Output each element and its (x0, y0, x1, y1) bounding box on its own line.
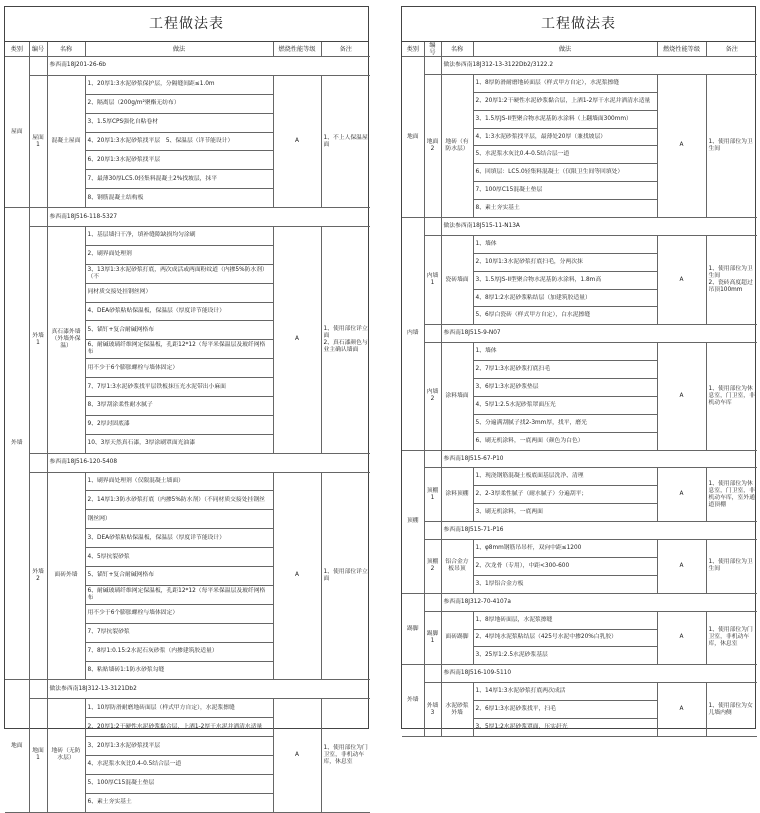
step-cell: 4、5厚抗裂砂浆 (85, 548, 273, 567)
name-cell: 真石漆外墙（外墙外保温） (47, 227, 85, 454)
step-cell: 4、水泥浆水灰比0.4-0.5结合层一道 (85, 755, 273, 774)
reference-cell: 参西南18J516-109-5110 (441, 665, 757, 683)
fire-grade-cell: A (657, 468, 706, 522)
step-cell: 2、7厚1:3水泥砂浆打底扫毛 (473, 361, 657, 379)
step-cell: 7、7厚1:3水泥砂浆找平层铁板抹压光水泥带出小麻面 (85, 378, 273, 397)
sheet-title: 工程做法表 (5, 7, 368, 42)
remarks-cell: 1、使用部位详立面 (321, 472, 370, 680)
step-row (5, 75, 370, 94)
reference-spacer (424, 665, 441, 683)
remarks-cell: 1、使用部位为休息室，门卫室，非机动车库，室外通道顶棚 (706, 468, 757, 522)
step-cell: 5、水泥浆水灰比0.4-0.5结合层一道 (473, 146, 657, 164)
header-method: 做法 (473, 42, 657, 57)
step-cell: 2、20厚1:2干硬性水泥砂浆黏合层，上洒1-2厚干水泥并洒清水适量 (85, 718, 273, 737)
step-cell: 5、锚钉+复合耐碱网格布 (85, 567, 273, 586)
reference-row (402, 325, 757, 343)
category-cell: 外墙 (402, 665, 424, 737)
remarks-cell: 1、使用部位为卫生间 (706, 540, 757, 594)
step-cell: 3、1厚铝合金方板 (473, 575, 657, 593)
step-cell: 7、7厚抗裂砂浆 (85, 623, 273, 642)
step-cell: 3、20厚1:3水泥砂浆找平层 (85, 737, 273, 756)
header-method: 做法 (85, 42, 273, 57)
step-cell: 10、3厚天然真石漆，3厚涂刷罩面光油漆 (85, 434, 273, 453)
remarks-cell: 1、使用部位为休息室，门卫室，非机动车库 (706, 343, 757, 450)
reference-cell: 参西南18J516-120-5408 (47, 453, 370, 472)
step-cell: 2、次龙骨（专用），中距<300-600 (473, 557, 657, 575)
fire-grade-cell: A (273, 472, 321, 680)
sheet-title: 工程做法表 (402, 7, 755, 42)
name-cell: 水泥砂浆外墙 (441, 683, 473, 737)
code-cell: 地面 2 (424, 74, 441, 217)
step-cell: 1、20厚1:3水泥砂浆保护层，分隔缝间距≤1.0m (85, 75, 273, 94)
reference-row (402, 450, 757, 468)
step-cell: 1、8厚防滑耐磨地砖面层（样式甲方自定），水泥浆擦缝 (473, 74, 657, 92)
step-cell: 4、20厚1:3水泥砂浆找平层 5、保温层（详节能设计） (85, 132, 273, 151)
fire-grade-cell: A (273, 699, 321, 812)
fire-grade-cell: A (273, 227, 321, 454)
step-cell: 5、6厚白瓷砖（样式甲方自定），白水泥擦缝 (473, 307, 657, 325)
remarks-cell: 1、不上人保温屋面 (321, 75, 370, 207)
category-cell: 踢脚 (402, 593, 424, 665)
category-cell: 地面 (402, 57, 424, 218)
reference-cell: 参西南18J515-9-N07 (441, 325, 757, 343)
reference-row (5, 208, 370, 227)
fire-grade-cell: A (657, 540, 706, 594)
fire-grade-cell: A (657, 74, 706, 217)
step-cell: 8、3厚刮涂柔性耐水腻子 (85, 397, 273, 416)
name-cell: 混凝土屋面 (47, 75, 85, 207)
code-cell: 顶棚 2 (424, 540, 441, 594)
step-row (402, 235, 757, 253)
step-cell: 3、刷无机涂料，一底两面 (473, 504, 657, 522)
step-cell: 3、1.5厚CPS强化自粘卷材 (85, 113, 273, 132)
step-cell: 4、1:3水泥砂浆找平层，最薄处20厚（兼找坡层） (473, 128, 657, 146)
remarks-cell: 1、使用部位为门卫室，非机动车库，休息室 (706, 611, 757, 665)
header-remarks: 备注 (706, 42, 757, 57)
step-cell: 7、8厚1:0.15:2水泥石灰砂浆（内掺建筑胶适量） (85, 642, 273, 661)
step-cell: 1、基层墙扫干净，填补缝隙缺损均匀涂刷 (85, 227, 273, 246)
sheet-left (4, 6, 369, 806)
name-cell: 瓷砖墙面 (441, 235, 473, 324)
step-cell: 用不少于6个膨胀螺栓与墙体固定） (85, 359, 273, 378)
step-cell: 1、14厚1:3水泥砂浆打底两次成活 (473, 683, 657, 701)
name-cell: 地砖（有防水层） (441, 74, 473, 217)
step-cell: 钢丝网） (85, 510, 273, 529)
reference-cell: 参西南18J515-67-P10 (441, 450, 757, 468)
step-cell: 2、14厚1:3防水砂浆打底（内掺5%防水剂）（不同材质交接处挂钢丝 (85, 491, 273, 510)
code-cell: 外墙 3 (424, 683, 441, 737)
name-cell: 面砖踢脚 (441, 611, 473, 665)
remarks-cell: 1、使用部位详立面 2、真石漆颜色与业主确认墙面 (321, 227, 370, 454)
reference-row (5, 57, 370, 76)
reference-spacer (424, 450, 441, 468)
category-cell: 地面 (5, 680, 29, 812)
step-row (402, 683, 757, 701)
fire-grade-cell: A (657, 343, 706, 450)
header-fire-grade: 燃烧性能等级 (273, 42, 321, 57)
header-category: 类别 (5, 42, 29, 57)
category-cell: 屋面 (5, 57, 29, 208)
code-cell: 踢脚 1 (424, 611, 441, 665)
reference-cell: 做法参西南18J312-13-3122Db2/3122.2 (441, 57, 757, 75)
step-row (5, 699, 370, 718)
header-row (402, 42, 757, 57)
code-cell: 顶棚 1 (424, 468, 441, 522)
step-cell: 5、分遍满刮腻子找2-3mm厚，找平，磨光 (473, 414, 657, 432)
step-cell: 3、6厚1:3水泥砂浆垫层 (473, 379, 657, 397)
fire-grade-cell: A (657, 683, 706, 737)
spec-table (402, 42, 757, 737)
step-row (402, 468, 757, 486)
step-cell: 1、φ8mm钢筋吊吊杆，双向中距≤1200 (473, 540, 657, 558)
code-cell: 内墙 2 (424, 343, 441, 450)
reference-spacer (424, 325, 441, 343)
step-cell: 6、耐碱玻璃纤维网定保温板，孔距12*12（每平米保温层及玻纤网格布 (85, 340, 273, 359)
step-cell: 8、素土夯实基土 (473, 200, 657, 218)
table-body (402, 57, 757, 737)
step-cell: 1、10厚防滑耐磨地砖面层（样式甲方自定），水泥浆擦缝 (85, 699, 273, 718)
header-row (5, 42, 370, 57)
step-cell: 2、4厚纯水泥浆粘结层（425号水泥中掺20%白乳胶） (473, 629, 657, 647)
category-cell: 内墙 (402, 218, 424, 451)
reference-spacer (29, 680, 47, 699)
fire-grade-cell: A (657, 611, 706, 665)
step-cell: 7、100厚C15混凝土垫层 (473, 182, 657, 200)
sheet-right (401, 6, 756, 729)
reference-row (5, 680, 370, 699)
name-cell: 涂料顶棚 (441, 468, 473, 522)
name-cell: 涂料墙面 (441, 343, 473, 450)
step-cell: 2、20厚1:2干硬性水泥砂浆黏合层，上洒1-2厚干水泥并洒清水适量 (473, 92, 657, 110)
reference-spacer (29, 57, 47, 76)
step-cell: 4、5厚1:2.5水泥砂浆罩面压光 (473, 396, 657, 414)
remarks-cell: 1、使用部位为女儿墙内侧 (706, 683, 757, 737)
step-cell: 8、钢筋混凝土结构板 (85, 189, 273, 208)
reference-spacer (29, 453, 47, 472)
reference-row (402, 57, 757, 75)
step-row (402, 343, 757, 361)
step-cell: 6、素土夯实基土 (85, 793, 273, 812)
reference-cell: 做法参西南18J312-13-3121Db2 (47, 680, 370, 699)
reference-cell: 参西南18J201-26-6b (47, 57, 370, 76)
fire-grade-cell: A (657, 235, 706, 324)
step-cell: 5、100厚C15混凝土垫层 (85, 774, 273, 793)
step-row (402, 540, 757, 558)
header-category: 类别 (402, 42, 424, 57)
step-cell: 1、墙体 (473, 343, 657, 361)
reference-spacer (424, 593, 441, 611)
reference-spacer (424, 218, 441, 236)
table-body (5, 57, 370, 813)
step-cell: 1、刷界面处理剂（仅限混凝土墙面） (85, 472, 273, 491)
step-cell: 6、回填层：LC5.0轻集料混凝土（仅限卫生间等回填处） (473, 164, 657, 182)
step-cell: 6、刷无机涂料，一底两面（颜色为白色） (473, 432, 657, 450)
category-cell: 顶棚 (402, 450, 424, 593)
category-cell: 外墙 (5, 208, 29, 680)
name-cell: 地砖（无防水层） (47, 699, 85, 812)
step-cell: 3、1.5厚JS-II型聚合物水泥基防水涂料（上翻墙面300mm） (473, 110, 657, 128)
step-cell: 3、5厚1:2水泥砂浆罩面，压实赶光 (473, 718, 657, 736)
reference-spacer (424, 57, 441, 75)
code-cell: 外墙 2 (29, 472, 47, 680)
reference-row (402, 665, 757, 683)
step-cell: 3、25厚1:2.5水泥砂浆基层 (473, 647, 657, 665)
code-cell: 屋面 1 (29, 75, 47, 207)
code-cell: 外墙 1 (29, 227, 47, 454)
header-code: 编号 (29, 42, 47, 57)
step-row (5, 472, 370, 491)
step-cell: 1、墙体 (473, 235, 657, 253)
reference-spacer (424, 522, 441, 540)
step-cell: 6、耐碱玻璃纤维网定保温板，孔距12*12（每平米保温层及玻纤网格布 (85, 585, 273, 604)
step-cell: 4、DEA砂浆粘贴保温板，保温层（厚度详节能设计） (85, 302, 273, 321)
step-cell: 8、粘贴墙砖1:1防水砂浆勾缝 (85, 661, 273, 680)
code-cell: 地面 1 (29, 699, 47, 812)
step-cell: 同材质交接处挂钢丝网） (85, 283, 273, 302)
step-cell: 用不少于6个膨胀螺栓与墙体固定） (85, 604, 273, 623)
reference-cell: 参西南18J516-118-5327 (47, 208, 370, 227)
reference-spacer (29, 208, 47, 227)
step-cell: 2、隔离层（200g/m²聚酯无纺布） (85, 94, 273, 113)
step-cell: 3、DEA砂浆粘贴保温板，保温层（厚度详节能设计） (85, 529, 273, 548)
step-cell: 2、10厚1:3水泥砂浆打底扫毛，分两次抹 (473, 253, 657, 271)
reference-cell: 做法参西南18J515-11-N13A (441, 218, 757, 236)
header-name: 名称 (441, 42, 473, 57)
step-cell: 1、现浇钢筋混凝土板底面基层洗净、清理 (473, 468, 657, 486)
step-row (402, 74, 757, 92)
step-cell: 7、最薄30厚LC5.0轻集料混凝土2%找坡层，抹平 (85, 170, 273, 189)
header-code: 编号 (424, 42, 441, 57)
reference-row (402, 593, 757, 611)
fire-grade-cell: A (273, 75, 321, 207)
step-cell: 5、锚钉+复合耐碱网格布 (85, 321, 273, 340)
remarks-cell: 1、使用部位为卫生间 (706, 74, 757, 217)
step-cell: 3、13厚1:3水泥砂浆打底，两次成活或两面粉纹道（内掺5%防水剂）（不 (85, 264, 273, 283)
code-cell: 内墙 1 (424, 235, 441, 324)
reference-row (5, 453, 370, 472)
step-cell: 2、刷界面处理剂 (85, 245, 273, 264)
step-cell: 4、8厚1:2水泥砂浆粘结层（加建筑胶适量） (473, 289, 657, 307)
step-row (402, 611, 757, 629)
step-cell: 9、2厚封固底漆 (85, 415, 273, 434)
step-cell: 3、1.5厚JS-II型聚合物水泥基防水涂料，1.8m高 (473, 271, 657, 289)
reference-row (402, 218, 757, 236)
remarks-cell: 1、使用部位为门卫室，非机动车库，休息室 (321, 699, 370, 812)
reference-row (402, 522, 757, 540)
header-fire-grade: 燃烧性能等级 (657, 42, 706, 57)
step-cell: 1、8厚地砖面层，水泥浆擦缝 (473, 611, 657, 629)
remarks-cell: 1、使用部位为卫生间 2、瓷砖高度超过吊顶100mm (706, 235, 757, 324)
step-cell: 2、6厚1:3水泥砂浆找平，扫毛 (473, 701, 657, 719)
reference-cell: 参西南18J515-71-P16 (441, 522, 757, 540)
step-cell: 2、2-3厚柔性腻子（耐水腻子）分遍刮平； (473, 486, 657, 504)
name-cell: 铝合金方板吊顶 (441, 540, 473, 594)
reference-cell: 参西南18J312-70-4107a (441, 593, 757, 611)
step-cell: 6、20厚1:3水泥砂浆找平层 (85, 151, 273, 170)
spec-table (5, 42, 370, 813)
step-row (5, 227, 370, 246)
header-name: 名称 (47, 42, 85, 57)
name-cell: 面砖外墙 (47, 472, 85, 680)
header-remarks: 备注 (321, 42, 370, 57)
